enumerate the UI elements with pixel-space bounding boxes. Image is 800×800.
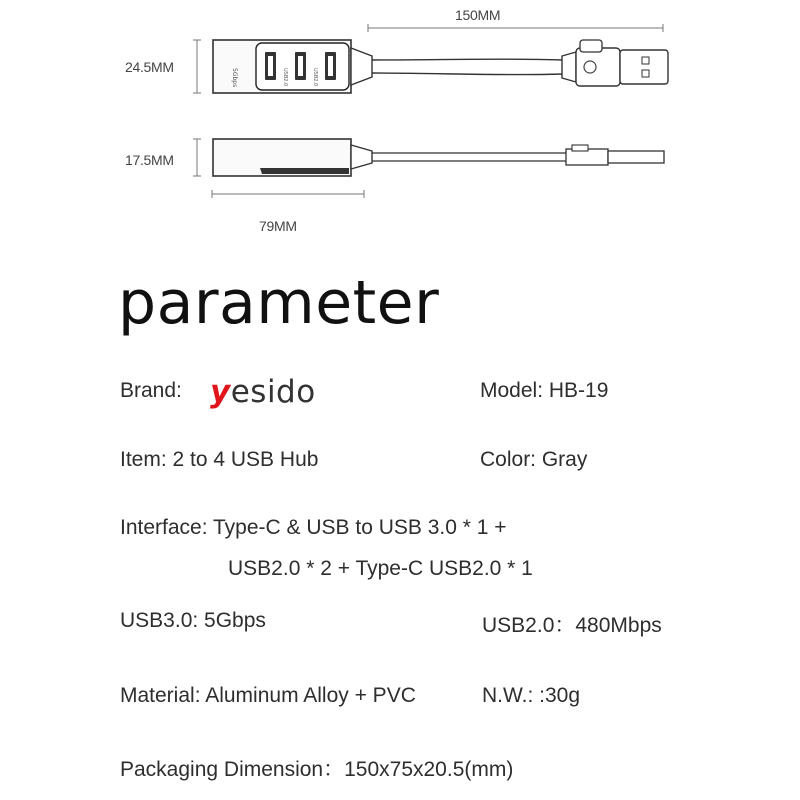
packaging-dimension: Packaging Dimension：150x75x20.5(mm) bbox=[120, 758, 514, 781]
interface-line-2: USB2.0 * 2 + Type-C USB2.0 * 1 bbox=[228, 557, 533, 580]
material-value: Material: Aluminum Alloy + PVC bbox=[120, 684, 416, 707]
dimension-line-height-side bbox=[193, 139, 201, 176]
brand-label: Brand: bbox=[120, 379, 182, 402]
hub-top-view bbox=[213, 40, 668, 93]
model-value: Model: HB-19 bbox=[480, 379, 609, 402]
weight-value: N.W.: :30g bbox=[482, 684, 581, 707]
dimension-diagram bbox=[0, 0, 800, 250]
dimension-line-length bbox=[368, 24, 663, 32]
hub-drawing bbox=[0, 0, 800, 250]
svg-text:USB2.0: USB2.0 bbox=[282, 68, 288, 87]
brand-logo: yesido bbox=[210, 374, 316, 410]
dimension-height-top-label: 24.5MM bbox=[125, 59, 174, 75]
interface-line-1: Interface: Type-C & USB to USB 3.0 * 1 + bbox=[120, 516, 507, 539]
dimension-hub-length-label: 79MM bbox=[259, 218, 297, 234]
dimension-line-height-top bbox=[193, 40, 201, 93]
usb2-speed: USB2.0：480Mbps bbox=[482, 614, 662, 637]
hub-side-view bbox=[213, 139, 664, 176]
dimension-height-side-label: 17.5MM bbox=[125, 152, 174, 168]
usb3-speed: USB3.0: 5Gbps bbox=[120, 609, 266, 632]
page-title: parameter bbox=[118, 268, 440, 338]
svg-text:USB2.0: USB2.0 bbox=[312, 68, 318, 87]
dimension-line-hub-length bbox=[212, 190, 364, 198]
item-value: Item: 2 to 4 USB Hub bbox=[120, 448, 319, 471]
dimension-length-label: 150MM bbox=[455, 7, 501, 23]
color-value: Color: Gray bbox=[480, 448, 588, 471]
svg-text:5Gbps: 5Gbps bbox=[231, 68, 238, 88]
